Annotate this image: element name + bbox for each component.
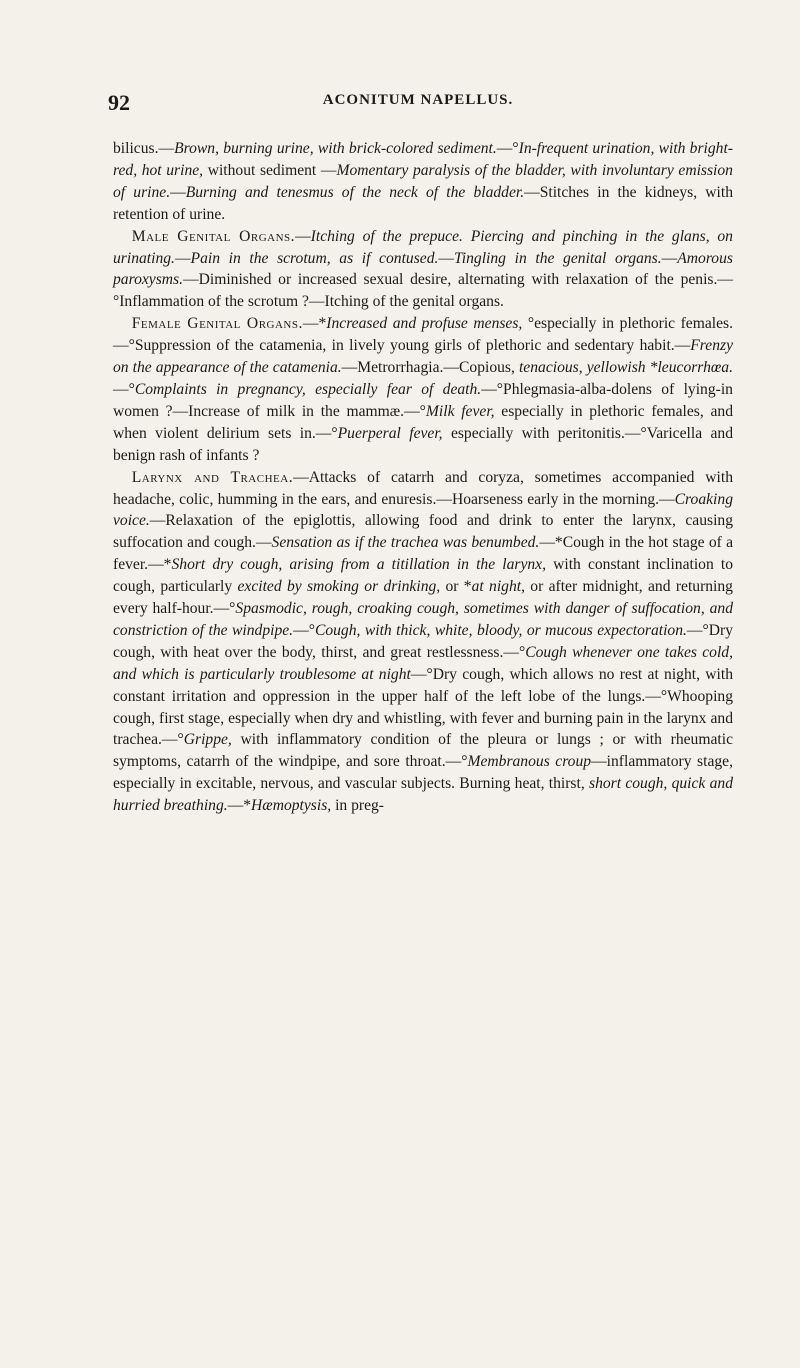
italic-text: Amorous paroxysms. <box>113 249 733 289</box>
text-run: in preg- <box>331 797 384 815</box>
italic-text: Spasmodic, rough, croaking cough, sometimes with danger of suffocation, and constriction of the windpipe. <box>113 600 733 639</box>
text-run: — <box>295 227 311 245</box>
italic-text: Sensation as if the trachea was benumbed. <box>271 534 540 552</box>
italic-text: Croaking voice. <box>113 490 733 530</box>
italic-text: Increased and profuse menses, <box>326 315 523 333</box>
text-run: —Attacks of catarrh and coryza, sometimes accompanied with headache, colic, humming in the ears, and enuresis.—Hoarseness early in the morning.— <box>113 468 733 508</box>
text-run: —° <box>113 380 135 398</box>
italic-text: Itching of the prepuce. Piercing and pinching in the glans, on urinating. <box>113 227 733 267</box>
italic-text: Frenzy on the appearance of the catamenia. <box>113 337 733 377</box>
italic-text: Puerperal fever, <box>337 424 443 442</box>
text-run: —Diminished or increased sexual desire, alternating with relaxation of the penis.—°Inflammation of the scrotum ?—Itching of the genital organs. <box>113 271 733 311</box>
italic-text: Hæmoptysis, <box>251 797 332 815</box>
text-run: —° <box>293 621 315 639</box>
body-text <box>113 138 733 817</box>
italic-text: Milk fever, <box>425 402 495 420</box>
italic-text: excited by smoking or drinking, <box>237 578 441 596</box>
italic-text: Tingling in the genital organs. <box>453 249 662 267</box>
paragraph-male-genital <box>113 226 733 314</box>
italic-text: Brown, burning urine, with brick-colored sediment. <box>174 140 497 157</box>
text-run: °especially in plethoric females.—°Suppression of the catamenia, in lively young girls of plethoric and sedentary habit.— <box>113 315 733 355</box>
text-run: —Metrorrhagia.—Copious, <box>341 359 519 377</box>
page-number: 92 <box>108 90 130 115</box>
text-run: — <box>661 249 678 267</box>
text-run: —* <box>227 797 252 815</box>
text-run: —Stitches in the kidneys, with retention of urine. <box>113 183 733 223</box>
italic-text: Membranous croup <box>467 753 592 771</box>
section-heading: Male Genital Organs. <box>131 227 296 245</box>
page-header <box>108 86 728 126</box>
italic-text: Momentary paralysis of the bladder, with involuntary emission of urine. <box>113 161 733 201</box>
text-run: —* <box>302 315 327 333</box>
text-run: — <box>170 183 186 201</box>
text-run: bilicus.— <box>113 140 175 157</box>
italic-text: tenacious, yellowish *leucorrhœa. <box>518 359 733 377</box>
text-run: especially in plethoric females, and when violent delirium sets in.—° <box>113 402 733 442</box>
italic-text: short cough, quick and hurried breathing. <box>113 775 733 815</box>
italic-text: Pain in the scrotum, as if contused. <box>190 249 439 267</box>
text-run: with inflammatory condition of the pleura or lungs ; or with rheumatic symptoms, catarrh of the windpipe, and sore throat.—° <box>113 731 733 771</box>
text-run: — <box>174 249 191 267</box>
text-run: or after midnight, and returning every half-hour.—° <box>113 578 733 618</box>
text-run: —°Phlegmasia-alba-dolens of lying-in women ?—Increase of milk in the mammæ.—° <box>113 380 733 420</box>
italic-text: Cough whenever one takes cold, and which is particularly troublesome at night <box>113 643 733 683</box>
text-run: or * <box>440 578 472 596</box>
text-run: with constant inclination to cough, particularly <box>113 556 733 596</box>
section-heading: Female Genital Organs. <box>131 315 303 333</box>
text-run: —*Cough in the hot stage of a fever.—* <box>113 534 734 574</box>
text-run: without sediment — <box>203 161 337 179</box>
text-run: especially with peritonitis.—°Varicella and benign rash of infants ? <box>113 424 733 464</box>
text-run: —inflammatory stage, especially in excitable, nervous, and vascular subjects. Burning heat, thirst, <box>113 753 733 793</box>
text-run: — <box>438 249 454 267</box>
paragraph-female-genital <box>113 313 733 466</box>
italic-text: In-frequent urination, with bright-red, hot urine, <box>113 140 733 179</box>
section-heading: Larynx and Trachea. <box>131 468 294 486</box>
paragraph-larynx-trachea <box>113 467 733 818</box>
text-run: —Relaxation of the epiglottis, allowing food and drink to enter the larynx, causing suffocation and cough.— <box>113 512 733 552</box>
text-run: —°Dry cough, which allows no rest at night, with constant irritation and oppression in the upper half of the left lobe of the lungs.—°Whooping cough, first stage, especially when dry and whistling, with fever and burning pain in the larynx and trachea.—° <box>113 665 733 749</box>
italic-text: Grippe, <box>183 731 232 749</box>
text-run: —° <box>496 140 519 157</box>
italic-text: Complaints in pregnancy, especially fear of death. <box>134 380 482 398</box>
italic-text: Cough, with thick, white, bloody, or mucous expectoration. <box>314 621 687 639</box>
italic-text: at night, <box>471 578 525 596</box>
italic-text: Short dry cough, arising from a titillation in the larynx, <box>171 556 546 574</box>
italic-text: Burning and tenesmus of the neck of the bladder. <box>185 183 525 201</box>
running-title: ACONITUM NAPELLUS. <box>322 92 514 108</box>
paragraph-urinary <box>113 138 733 226</box>
text-run: —°Dry cough, with heat over the body, thirst, and great restlessness.—° <box>113 621 733 661</box>
